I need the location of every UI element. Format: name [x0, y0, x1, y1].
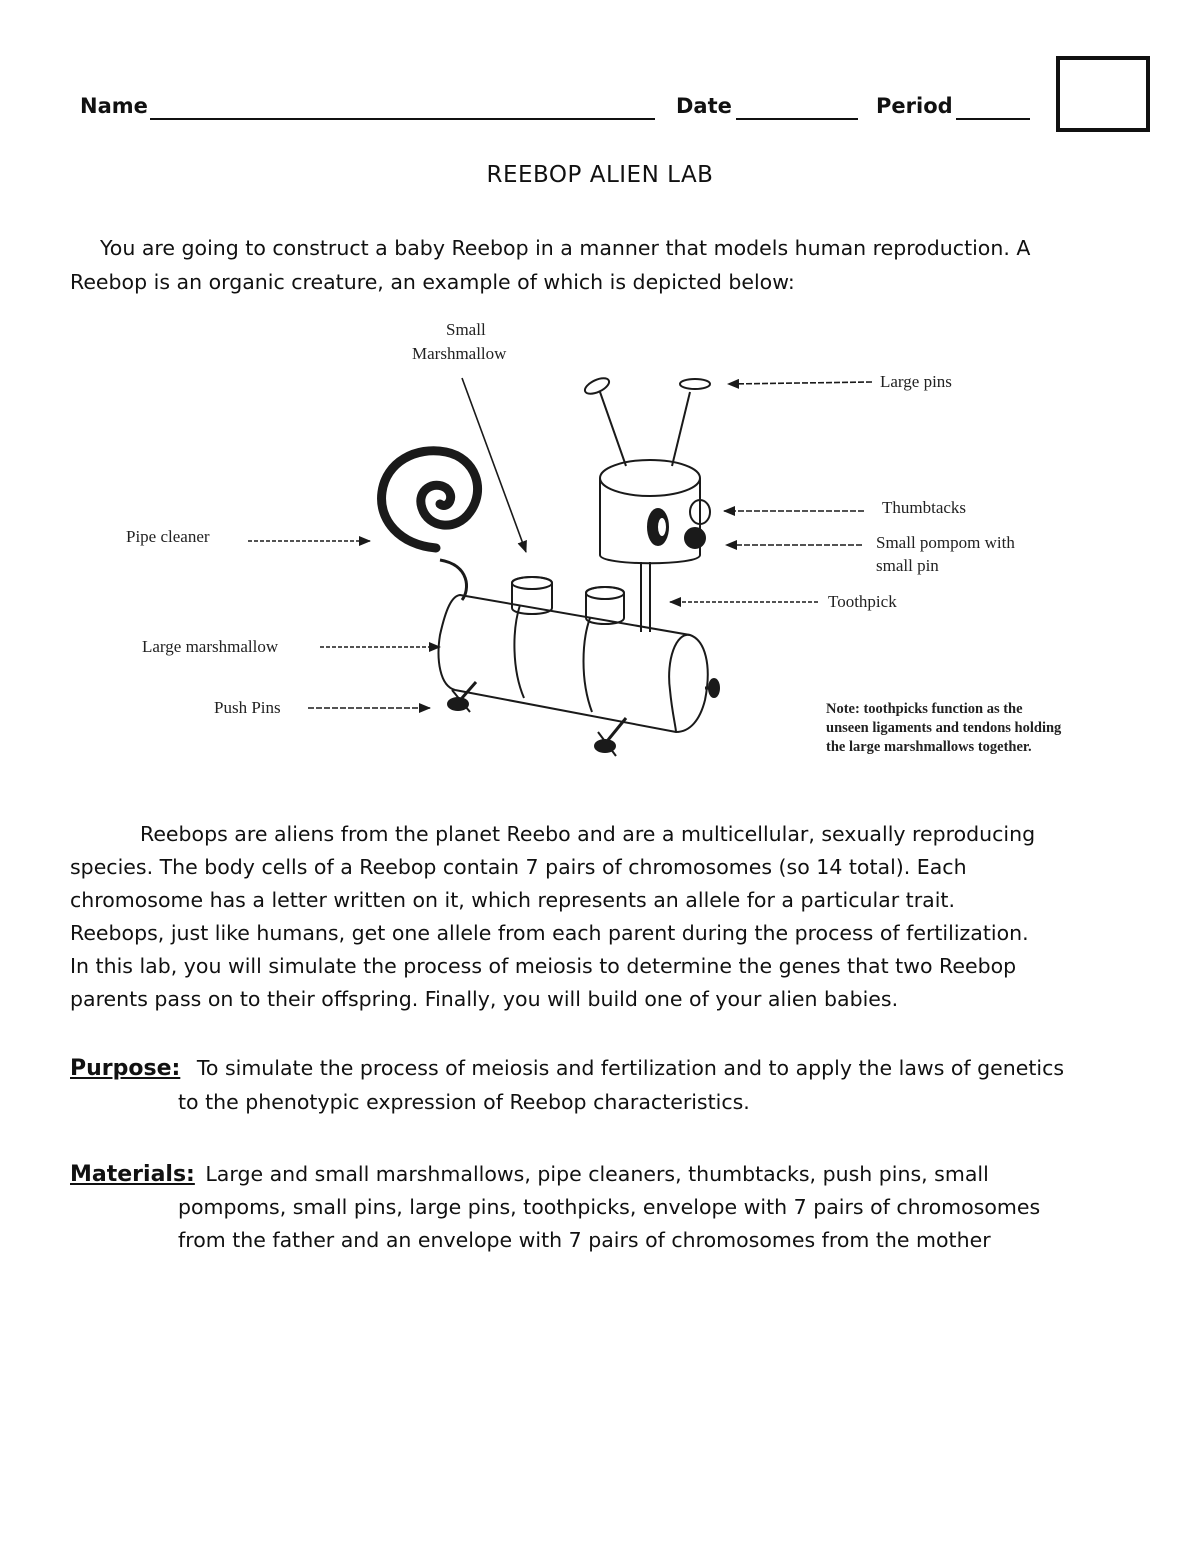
label-large-pins: Large pins [880, 372, 952, 391]
label-push-pins: Push Pins [214, 698, 281, 717]
large-pin-head-1 [583, 375, 612, 397]
body-line-3: chromosome has a letter written on it, which represents an allele for a particular trait. [70, 888, 955, 912]
materials-line-3: from the father and an envelope with 7 pairs of chromosomes from the mother [178, 1228, 991, 1252]
diagram-note [826, 700, 1061, 757]
arrow-large-pins [728, 382, 872, 384]
body-paragraph [70, 818, 1035, 1016]
purpose-line-1: To simulate the process of meiosis and fertilization and to apply the laws of genetics [196, 1056, 1065, 1080]
purpose-heading: Purpose: [70, 1056, 181, 1081]
materials-line-2: pompoms, small pins, large pins, toothpicks, envelope with 7 pairs of chromosomes [178, 1195, 1041, 1219]
period-label: Period [876, 94, 953, 118]
body-line-5: In this lab, you will simulate the process of meiosis to determine the genes that two Reebop [70, 954, 1017, 978]
body-line-6: parents pass on to their offspring. Finally, you will build one of your alien babies. [70, 987, 899, 1011]
name-label: Name [80, 94, 148, 118]
purpose-line-2: to the phenotypic expression of Reebop characteristics. [178, 1090, 750, 1114]
materials-heading: Materials: [70, 1162, 195, 1187]
push-pin-foot-1 [462, 682, 476, 698]
purpose-section [70, 1052, 1064, 1085]
pipe-cleaner-spiral [382, 451, 478, 548]
name-blank-line[interactable] [150, 118, 655, 120]
label-pipe-cleaner: Pipe cleaner [126, 527, 210, 546]
label-small-pin: small pin [876, 556, 939, 575]
date-label: Date [676, 94, 732, 118]
body-line-2: species. The body cells of a Reebop contain 7 pairs of chromosomes (so 14 total). Each [70, 855, 967, 879]
page-title: REEBOP ALIEN LAB [486, 162, 714, 188]
materials-line-1: Large and small marshmallows, pipe cleaners, thumbtacks, push pins, small [205, 1162, 989, 1186]
pompom-eye [685, 528, 705, 548]
intro-line-1: You are going to construct a baby Reebop in a manner that models human reproduction. A [100, 236, 1031, 260]
score-box[interactable] [1056, 56, 1150, 132]
date-blank-line[interactable] [736, 118, 858, 120]
large-pin-head-2 [680, 379, 710, 389]
label-thumbtacks: Thumbtacks [882, 498, 967, 517]
note-line-3: the large marshmallows together. [826, 739, 1032, 755]
body-line-4: Reebops, just like humans, get one allele from each parent during the process of fertilization. [70, 921, 1029, 945]
label-small-pompom: Small pompom with [876, 533, 1015, 552]
toothpick-neck [641, 562, 650, 632]
note-line-2: unseen ligaments and tendons holding [826, 720, 1062, 736]
period-blank-line[interactable] [956, 118, 1030, 120]
note-line-1: Note: toothpicks function as the [826, 701, 1023, 717]
label-toothpick: Toothpick [828, 592, 897, 611]
label-marshmallow: Marshmallow [412, 344, 507, 363]
label-small: Small [446, 320, 486, 339]
intro-line-2: Reebop is an organic creature, an example of which is depicted below: [70, 270, 795, 294]
materials-section [70, 1158, 989, 1191]
large-marshmallow-body [439, 595, 708, 732]
label-large-marshmallow: Large marshmallow [142, 637, 279, 656]
body-line-1: Reebops are aliens from the planet Reebo and are a multicellular, sexually reproducing [140, 822, 1036, 846]
